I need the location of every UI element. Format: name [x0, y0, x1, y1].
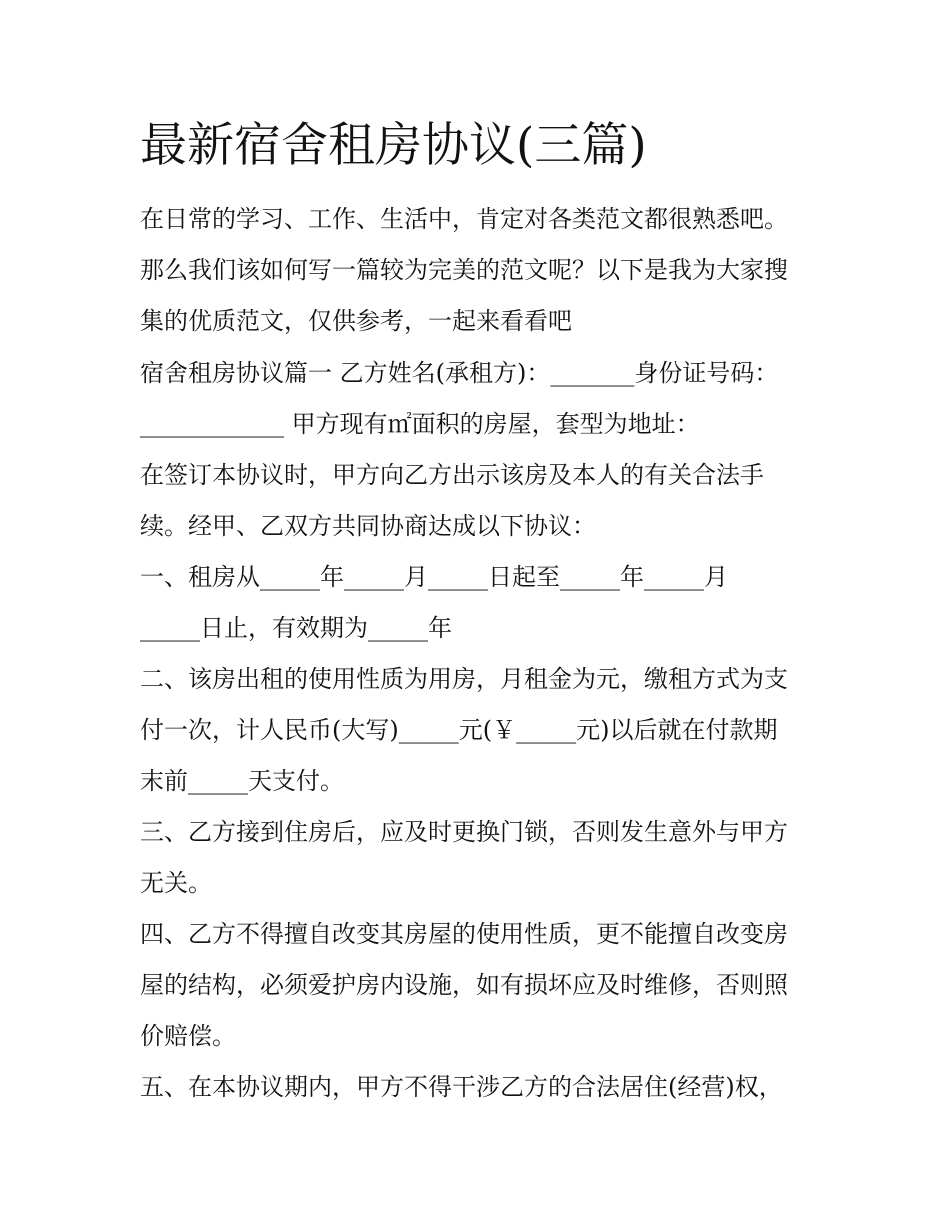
body-line-16: 屋的结构，必须爱护房内设施，如有损坏应及时维修，否则照	[140, 971, 788, 999]
body-line-17: 价赔偿。	[140, 1022, 236, 1050]
body-line-2: 那么我们该如何写一篇较为完美的范文呢？以下是我为大家搜	[140, 256, 788, 284]
body-line-6: 在签订本协议时，甲方向乙方出示该房及本人的有关合法手	[140, 461, 764, 489]
body-line-12: 末前_____天支付。	[140, 767, 344, 795]
document-title: 最新宿舍租房协议(三篇)	[140, 118, 647, 173]
body-line-11: 付一次，计人民币(大写)_____元(￥_____元)以后就在付款期	[140, 716, 778, 744]
body-line-9: _____日止，有效期为_____年	[140, 614, 452, 642]
body-line-7: 续。经甲、乙双方共同协商达成以下协议：	[140, 512, 596, 540]
body-line-8: 一、租房从_____年_____月_____日起至_____年_____月	[140, 563, 728, 591]
body-line-3: 集的优质范文，仅供参考，一起来看看吧	[140, 307, 572, 335]
body-line-14: 无关。	[140, 869, 212, 897]
body-line-10: 二、该房出租的使用性质为用房，月租金为元，缴租方式为支	[140, 665, 788, 693]
body-line-5: ____________ 甲方现有㎡面积的房屋，套型为地址：	[140, 410, 700, 438]
body-line-4: 宿舍租房协议篇一 乙方姓名(承租方)：_______身份证号码：	[140, 359, 779, 387]
body-line-15: 四、乙方不得擅自改变其房屋的使用性质，更不能擅自改变房	[140, 920, 788, 948]
body-line-18: 五、在本协议期内，甲方不得干涉乙方的合法居住(经营)权，	[140, 1073, 783, 1101]
body-line-1: 在日常的学习、工作、生活中，肯定对各类范文都很熟悉吧。	[140, 205, 788, 233]
body-line-13: 三、乙方接到住房后，应及时更换门锁，否则发生意外与甲方	[140, 818, 788, 846]
